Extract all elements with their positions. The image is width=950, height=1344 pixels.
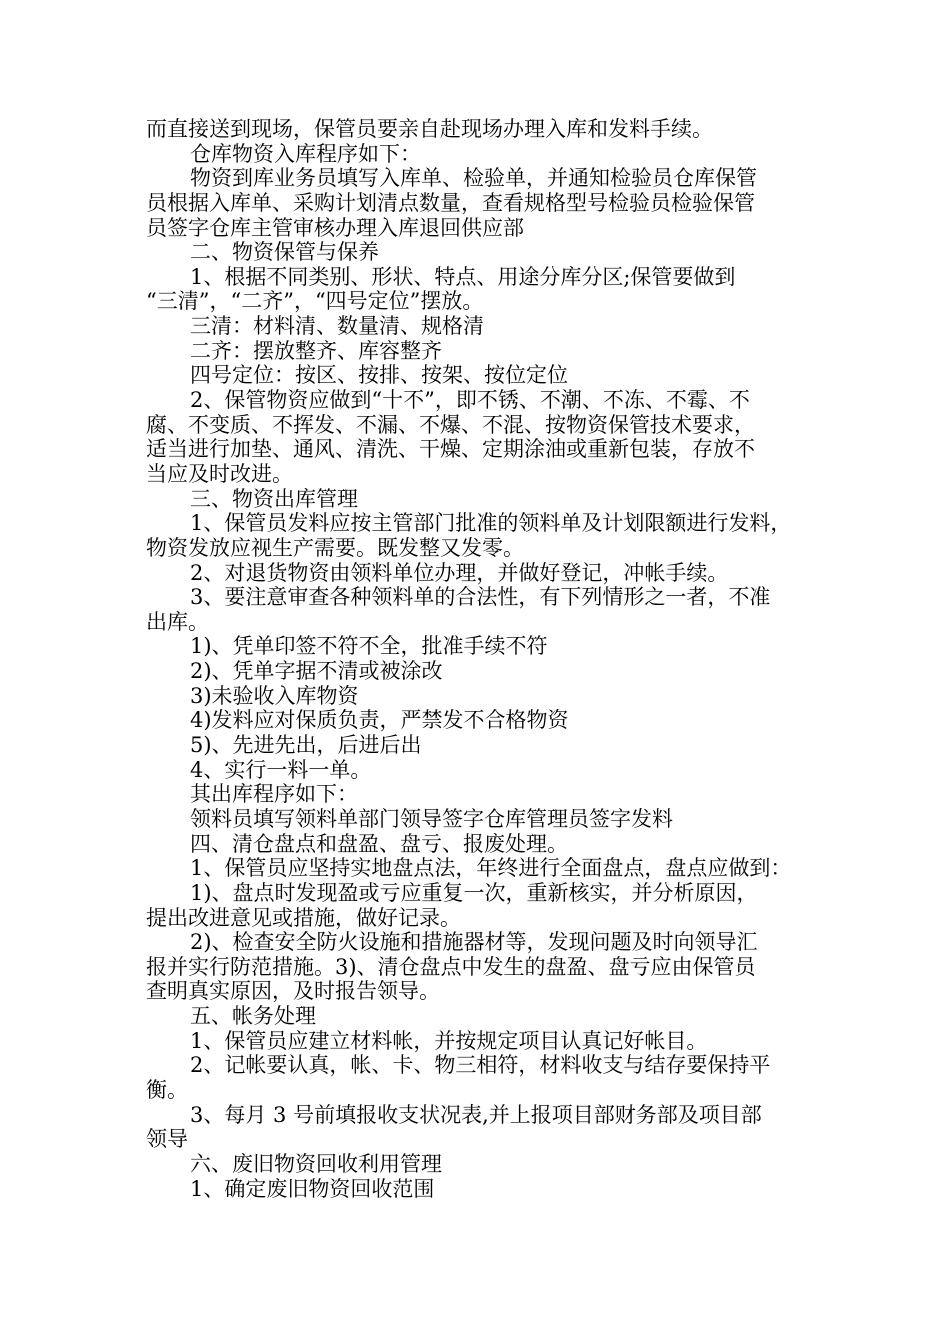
text-line: 3、每月 3 号前填报收支状况表,并上报项目部财务部及项目部 <box>190 1102 762 1127</box>
text-line: 提出改进意见或措施，做好记录。 <box>146 905 461 930</box>
text-line: 而直接送到现场，保管员要亲自赴现场办理入库和发料手续。 <box>146 117 713 141</box>
text-line: 2、记帐要认真，帐、卡、物三相符，材料收支与结存要保持平 <box>190 1053 771 1078</box>
text-line: 出库。 <box>146 609 209 634</box>
section-heading: 四、清仓盘点和盘盈、盘亏、报废处理。 <box>190 831 568 856</box>
text-line: 腐、不变质、不挥发、不漏、不爆、不混、按物资保管技术要求， <box>146 412 755 437</box>
text-line: 2)、检查安全防火设施和措施器材等，发现问题及时向领导汇 <box>190 930 758 955</box>
text-line: 3)未验收入库物资 <box>190 683 359 708</box>
text-line: 物资到库业务员填写入库单、检验单，并通知检验员仓库保管 <box>190 166 757 191</box>
text-line: 3、要注意审查各种领料单的合法性，有下列情形之一者，不准 <box>190 585 771 610</box>
section-heading: 三、物资出库管理 <box>190 486 358 511</box>
text-line: 员签字仓库主管审核办理入库退回供应部 <box>146 215 524 240</box>
text-line: 4、实行一料一单。 <box>190 757 372 782</box>
text-line: 1、保管员发料应按主管部门批准的领料单及计划限额进行发料， <box>190 511 792 536</box>
section-heading: 五、帐务处理 <box>190 1004 316 1029</box>
text-line: 4)发料应对保质负责，严禁发不合格物资 <box>190 708 569 733</box>
text-line: 员根据入库单、采购计划清点数量，查看规格型号检验员检验保管 <box>146 190 755 215</box>
text-line: 2、保管物资应做到“十不”，即不锈、不潮、不冻、不霉、不 <box>190 388 750 413</box>
text-line: 仓库物资入库程序如下： <box>190 141 421 166</box>
text-line: 领料员填写领料单部门领导签字仓库管理员签字发料 <box>190 806 673 831</box>
text-line: 5)、先进先出，后进后出 <box>190 733 422 758</box>
text-line: 当应及时改进。 <box>146 461 293 486</box>
text-line: 1、保管员应坚持实地盘点法，年终进行全面盘点，盘点应做到： <box>190 856 792 881</box>
text-line: 领导 <box>146 1127 188 1152</box>
text-line: 1)、凭单印签不符不全，批准手续不符 <box>190 634 548 659</box>
text-line: 报并实行防范措施。3)、清仓盘点中发生的盘盈、盘亏应由保管员 <box>146 954 756 979</box>
text-line: 1)、盘点时发现盈或亏应重复一次，重新核实，并分析原因， <box>190 880 758 905</box>
text-line: 二齐：摆放整齐、库容整齐 <box>190 338 442 363</box>
text-line: 物资发放应视生产需要。既发整又发零。 <box>146 535 524 560</box>
text-line: 查明真实原因，及时报告领导。 <box>146 979 440 1004</box>
section-heading: 二、物资保管与保养 <box>190 240 379 265</box>
text-line: 适当进行加垫、通风、清洗、干燥、定期涂油或重新包装，存放不 <box>146 437 755 462</box>
text-line: 衡。 <box>146 1077 188 1102</box>
text-line: 其出库程序如下： <box>190 782 358 807</box>
text-line: 1、保管员应建立材料帐，并按规定项目认真记好帐目。 <box>190 1028 708 1053</box>
text-line: 三清：材料清、数量清、规格清 <box>190 314 484 339</box>
text-line: “三清”，“二齐”，“四号定位”摆放。 <box>146 289 484 314</box>
text-line: 2)、凭单字据不清或被涂改 <box>190 659 443 684</box>
text-line: 四号定位：按区、按排、按架、按位定位 <box>190 363 568 388</box>
text-line: 1、根据不同类别、形状、特点、用途分库分区;保管要做到 <box>190 264 736 289</box>
text-line: 1、确定废旧物资回收范围 <box>190 1176 435 1201</box>
section-heading: 六、废旧物资回收利用管理 <box>190 1151 442 1176</box>
text-line: 2、对退货物资由领料单位办理，并做好登记，冲帐手续。 <box>190 560 729 585</box>
document-body <box>146 117 814 1201</box>
